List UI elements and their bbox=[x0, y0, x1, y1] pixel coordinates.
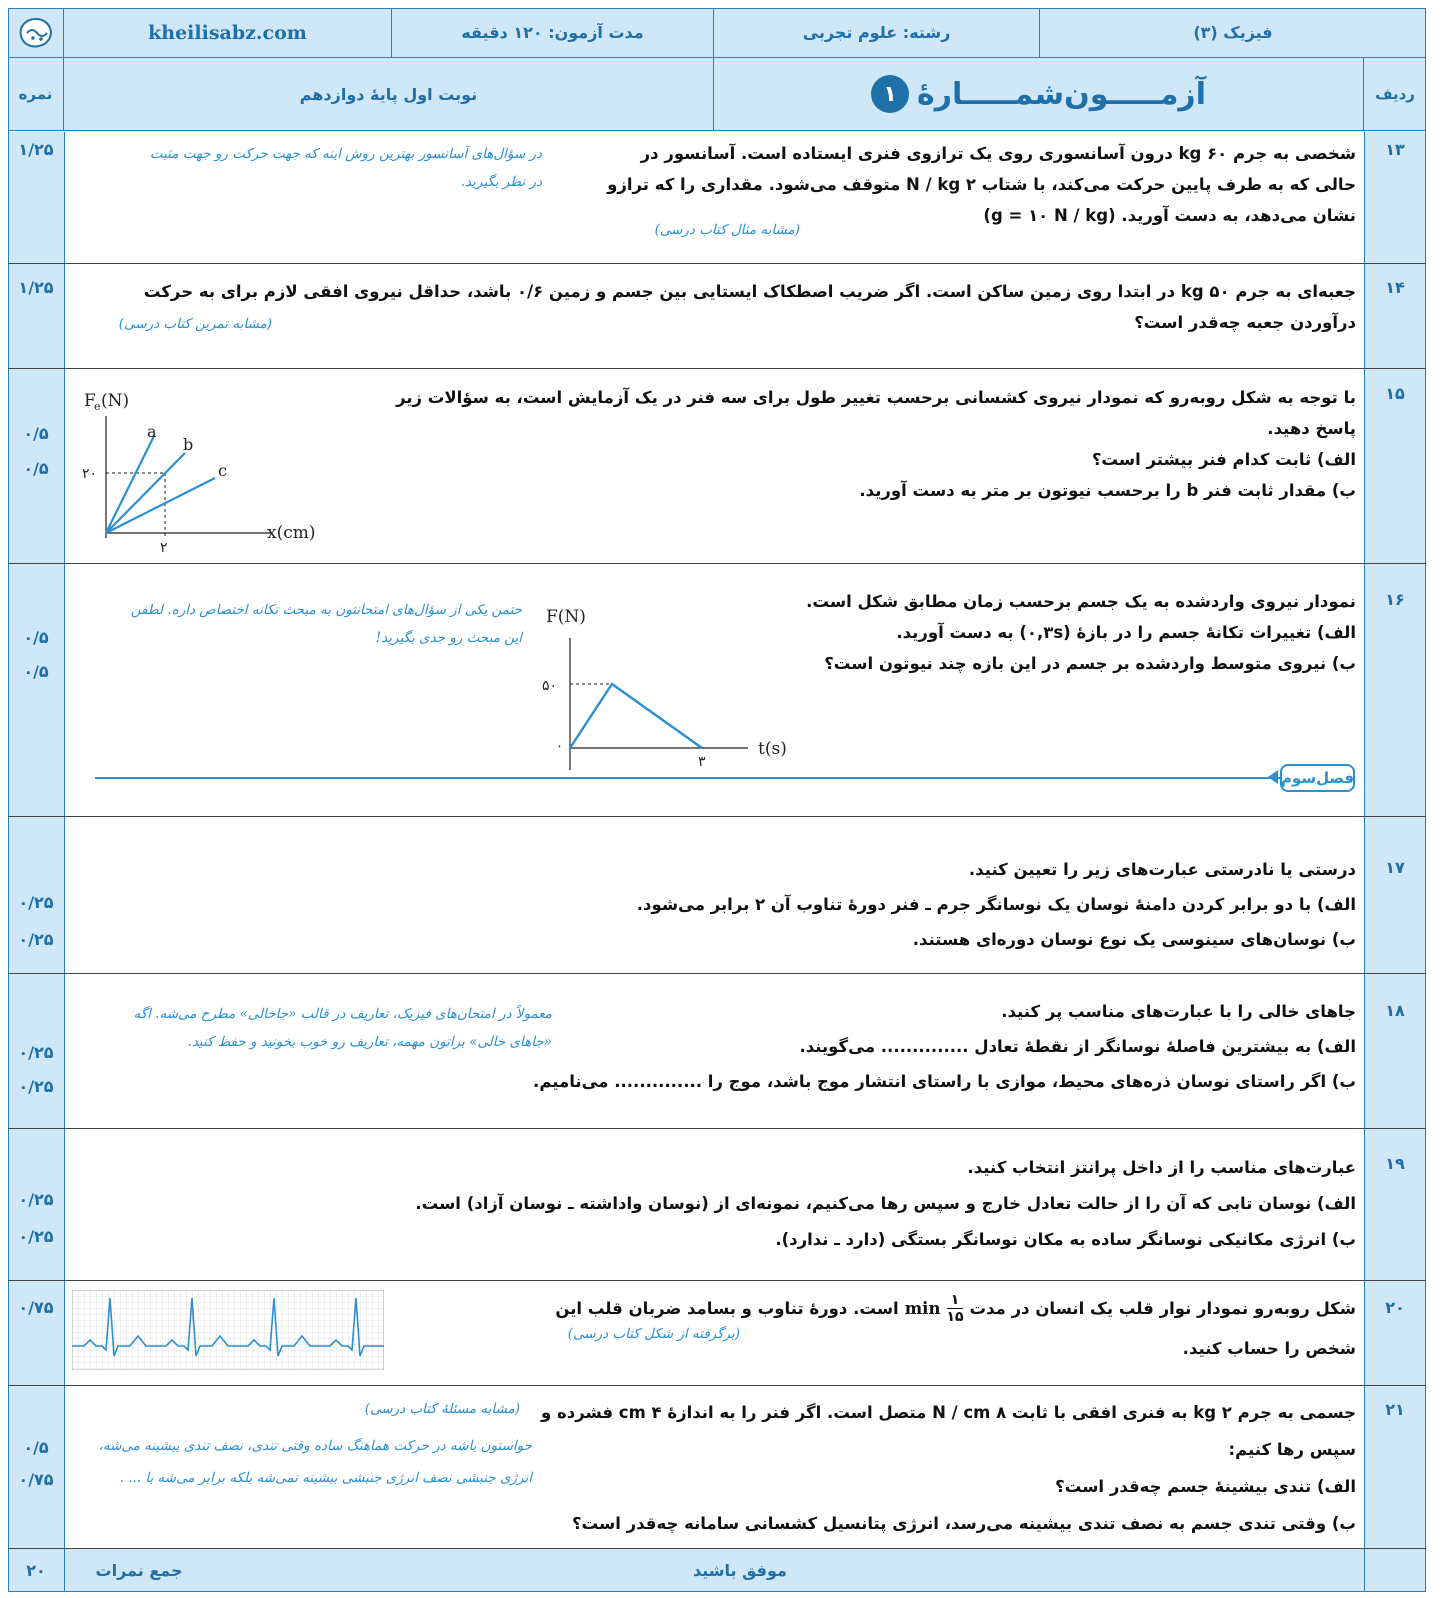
question-score: ۰/۲۵ bbox=[18, 930, 54, 949]
question-score: ۰/۷۵ bbox=[18, 1470, 54, 1489]
fraction-numerator: ۱ bbox=[947, 1292, 964, 1309]
question-number: ۲۱ bbox=[1385, 1400, 1405, 1419]
question-score: ۰/۵ bbox=[23, 628, 49, 647]
exam-number-badge bbox=[871, 75, 909, 113]
question-line: الف) تندی بیشینۀ جسم چه‌قدر است؟ bbox=[1055, 1477, 1356, 1496]
spring-force-graph bbox=[72, 378, 332, 558]
tip-line: «جاهای خالی» براتون مهمه، تعاریف رو خوب بخونید و حفظ کنید. bbox=[187, 1034, 552, 1050]
question-score: ۱/۲۵ bbox=[18, 140, 54, 159]
tip-line: حواستون باشه در حرکت هماهنگ ساده وقتی تندی، نصف تندی بیشینه می‌شه، bbox=[98, 1438, 532, 1454]
ecg-strip bbox=[72, 1290, 384, 1370]
fraction-denominator: ۱۵ bbox=[946, 1309, 964, 1325]
question-line: ب) نیروی متوسط واردشده بر جسم در این بازه چند نیوتون است؟ bbox=[824, 654, 1356, 673]
tip-note bbox=[72, 1000, 552, 1056]
tip-line: حتمن یکی از سؤال‌های امتحانتون به مبحث تکانه اختصاص داره. لطفن bbox=[130, 602, 522, 618]
chapter-title: فصل‌سوم bbox=[1280, 769, 1355, 787]
question-text bbox=[496, 1394, 1356, 1542]
question-score: ۱/۲۵ bbox=[18, 278, 54, 297]
chapter-rule bbox=[95, 777, 1285, 779]
question-text bbox=[356, 1150, 1356, 1258]
row-sep bbox=[8, 1128, 1426, 1129]
score-column-header: نمره bbox=[8, 58, 64, 131]
question-number: ۱۴ bbox=[1385, 278, 1405, 297]
question-number: ۱۸ bbox=[1385, 1001, 1405, 1020]
graph-y-label-sub: e bbox=[94, 400, 101, 413]
question-line: حالی که به طرف پایین حرکت می‌کند، با شتاب N / kg ۲ متوقف می‌شود. مقداری را که ترازو bbox=[607, 175, 1356, 194]
tip-note bbox=[72, 1430, 532, 1494]
logo-icon bbox=[15, 15, 57, 51]
question-line: نمودار نیروی واردشده به یک جسم برحسب زمان مطابق شکل است. bbox=[806, 592, 1356, 611]
question-score: ۰/۲۵ bbox=[18, 1227, 54, 1246]
footer-divider bbox=[1364, 1549, 1365, 1591]
row-column-header: ردیف bbox=[1364, 58, 1426, 131]
total-score: ۲۰ bbox=[26, 1560, 46, 1580]
row-sep bbox=[8, 973, 1426, 974]
question-line: ب) وقتی تندی جسم به نصف تندی بیشینه می‌رسد، انرژی پتانسیل کشسانی سامانه چه‌قدر است؟ bbox=[571, 1514, 1356, 1533]
graph-x-label: t(s) bbox=[758, 739, 787, 759]
question-text bbox=[356, 382, 1356, 506]
row-sep bbox=[8, 368, 1426, 369]
question-text bbox=[456, 852, 1356, 957]
reference-note: (برگرفته از شکل کتاب درسی) bbox=[567, 1326, 740, 1342]
spring-label-b: b bbox=[183, 435, 194, 454]
graph-y-label: F bbox=[84, 391, 96, 411]
spring-label-c: c bbox=[218, 461, 227, 480]
graph-x-tick: ۳ bbox=[698, 754, 706, 770]
question-number: ۱۵ bbox=[1385, 384, 1405, 403]
question-text bbox=[456, 994, 1356, 1099]
question-score: ۰/۵ bbox=[23, 662, 49, 681]
graph-y-tick: ۵۰ bbox=[542, 678, 558, 694]
total-label: جمع نمرات bbox=[95, 1560, 183, 1580]
tip-note bbox=[72, 140, 542, 196]
question-line: درستی یا نادرستی عبارت‌های زیر را تعیین کنید. bbox=[968, 860, 1356, 879]
site-url[interactable]: kheilisabz.com bbox=[64, 8, 392, 58]
exam-field: رشته: علوم تجربی bbox=[714, 8, 1040, 58]
question-line: ب) اگر راستای نوسان ذره‌های محیط، موازی با راستای انتشار موج باشد، موج را .............. می‌نامیم. bbox=[533, 1072, 1356, 1091]
question-text bbox=[756, 586, 1356, 679]
question-line: الف) ثابت کدام فنر بیشتر است؟ bbox=[1091, 450, 1356, 469]
question-line: الف) نوسان تابی که آن را از حالت تعادل خارج و سپس رها می‌کنیم، نمونه‌ای از (نوسان واداشته ـ نوسان آزاد) است. bbox=[415, 1194, 1356, 1213]
tip-line: در سؤال‌های آسانسور بهترین روش اینه که جهت حرکت رو جهت مثبت bbox=[149, 146, 542, 162]
exam-title: آزمـــــون‌شمـــــارۀ bbox=[917, 76, 1206, 112]
row-sep bbox=[8, 1280, 1426, 1281]
graph-x-tick: ۲ bbox=[160, 540, 168, 556]
question-number: ۲۰ bbox=[1385, 1298, 1405, 1317]
chapter-arrow-icon bbox=[1268, 770, 1278, 784]
question-line: الف) به بیشترین فاصلۀ نوسانگر از نقطۀ تعادل .............. می‌گویند. bbox=[799, 1037, 1356, 1056]
logo bbox=[8, 8, 64, 58]
question-line: ب) نوسان‌های سینوسی یک نوع نوسان دوره‌ای هستند. bbox=[912, 930, 1356, 949]
reference-note: (مشابه تمرین کتاب درسی) bbox=[118, 316, 272, 332]
question-line: جاهای خالی را با عبارت‌های مناسب پر کنید. bbox=[1001, 1002, 1356, 1021]
graph-y-tick: ۲۰ bbox=[82, 466, 98, 482]
tip-line: انرژی جنبشی نصف انرژی جنبشی بیشینه نمی‌شه بلکه برابر می‌شه با ... . bbox=[119, 1470, 532, 1486]
ecg-grid bbox=[72, 1290, 384, 1370]
question-number: ۱۳ bbox=[1385, 140, 1405, 159]
row-sep bbox=[8, 816, 1426, 817]
question-line: عبارت‌های مناسب را از داخل پرانتز انتخاب کنید. bbox=[967, 1158, 1356, 1177]
spring-label-a: a bbox=[147, 422, 157, 441]
exam-number: ۱ bbox=[883, 81, 897, 107]
score-column-divider bbox=[64, 132, 65, 1592]
question-line: ب) انرژی مکانیکی نوسانگر ساده به مکان نوسانگر بستگی (دارد ـ ندارد). bbox=[775, 1230, 1356, 1249]
question-line: درآوردن جعبه چه‌قدر است؟ bbox=[1134, 313, 1356, 332]
question-line: جسمی به جرم kg ۲ به فنری افقی با ثابت N / cm ۸ متصل است. اگر فنر را به اندازۀ cm ۴ فشرده و سپس رها کنیم: bbox=[540, 1403, 1356, 1459]
graph-y-label: F(N) bbox=[546, 607, 586, 627]
question-line: الف) با دو برابر کردن دامنۀ نوسان یک نوسانگر جرم ـ فنر دورۀ تناوب آن ۲ برابر می‌شود. bbox=[636, 895, 1356, 914]
question-score: ۰/۲۵ bbox=[18, 893, 54, 912]
fraction bbox=[946, 1292, 963, 1325]
graph-y-label-unit: (N) bbox=[101, 391, 130, 411]
graph-x-label: x(cm) bbox=[267, 523, 316, 543]
spring-line-c bbox=[106, 478, 215, 533]
exam-subject: فیزیک (۳) bbox=[1040, 8, 1426, 58]
force-time-graph bbox=[530, 598, 810, 778]
tip-line: این مبحث رو جدی بگیرید! bbox=[375, 630, 522, 646]
exam-duration: مدت آزمون: ۱۲۰ دقیقه bbox=[392, 8, 714, 58]
question-number: ۱۹ bbox=[1385, 1154, 1405, 1173]
question-score: ۰/۷۵ bbox=[18, 1298, 54, 1317]
row-sep bbox=[8, 1385, 1426, 1386]
question-score: ۰/۲۵ bbox=[18, 1190, 54, 1209]
force-curve bbox=[570, 684, 702, 748]
question-number: ۱۷ bbox=[1385, 858, 1405, 877]
question-line: با توجه به شکل روبه‌رو که نمودار نیروی کشسانی برحسب تغییر طول برای سه فنر در یک آزمایش است، به سؤالات زیر پاسخ دهید. bbox=[396, 388, 1356, 438]
question-line: شخص را حساب کنید. bbox=[1182, 1339, 1356, 1358]
question-line: نشان می‌دهد، به دست آورید. (g = ۱۰ N / kg) bbox=[983, 206, 1356, 225]
tip-line: در نظر بگیرید. bbox=[460, 174, 542, 190]
exam-session: نوبت اول پایهٔ دوازدهم bbox=[64, 58, 714, 131]
graph-origin: ۰ bbox=[556, 739, 563, 754]
tip-line: معمولاً در امتحان‌های فیزیک، تعاریف در قالب «جاخالی» مطرح می‌شه. اگه bbox=[133, 1006, 552, 1022]
question-score: ۰/۲۵ bbox=[18, 1077, 54, 1096]
question-score: ۰/۵ bbox=[23, 424, 49, 443]
question-text bbox=[96, 276, 1356, 338]
question-fragment: شکل روبه‌رو نمودار نوار قلب یک انسان در مدت bbox=[969, 1299, 1356, 1318]
question-score: ۰/۵ bbox=[23, 1438, 49, 1457]
question-line: ب) مقدار ثابت فنر b را برحسب نیوتون بر متر به دست آورید. bbox=[859, 481, 1356, 500]
question-line: شخصی به جرم kg ۶۰ درون آسانسوری روی یک ترازوی فنری ایستاده است. آسانسور در bbox=[640, 144, 1356, 163]
farewell-text: موفق باشید bbox=[693, 1560, 787, 1580]
question-score: ۰/۲۵ bbox=[18, 1043, 54, 1062]
chapter-badge bbox=[1280, 764, 1355, 792]
question-number: ۱۶ bbox=[1385, 590, 1405, 609]
row-sep bbox=[8, 263, 1426, 264]
question-fragment: است. دورۀ تناوب و بسامد ضربان قلب این bbox=[555, 1299, 899, 1318]
question-line: جعبه‌ای به جرم kg ۵۰ در ابتدا روی زمین ساکن است. اگر ضریب اصطکاک ایستایی بین جسم و زمین ۰/۶ باشد، حداقل نیروی افقی لازم برای به حرکت bbox=[143, 282, 1356, 301]
question-line: الف) تغییرات تکانۀ جسم را در بازۀ (۰,۳s) به دست آورید. bbox=[896, 623, 1356, 642]
exam-title-cell bbox=[714, 58, 1364, 131]
spring-line-a bbox=[106, 436, 154, 533]
tip-note bbox=[72, 596, 522, 652]
spring-line-b bbox=[106, 453, 185, 533]
reference-note: (مشابه مثال کتاب درسی) bbox=[654, 222, 800, 238]
question-fragment: min bbox=[904, 1299, 941, 1318]
row-sep bbox=[8, 563, 1426, 564]
score-column bbox=[9, 132, 64, 1591]
reference-note: (مشابه مسئلۀ کتاب درسی) bbox=[364, 1401, 520, 1417]
question-score: ۰/۵ bbox=[23, 459, 49, 478]
